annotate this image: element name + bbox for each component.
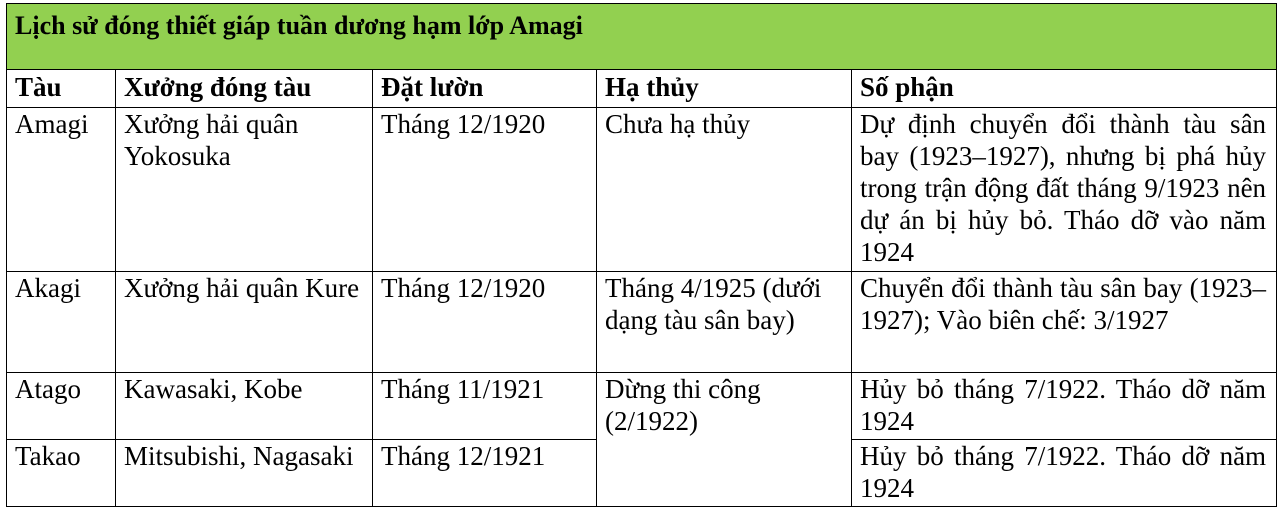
cell-ship: Amagi [7,108,116,272]
cell-fate: Dự định chuyển đổi thành tàu sân bay (1923–1927), nhưng bị phá hủy trong trận động đất tháng 9/1923 nên dự án bị hủy bỏ. Tháo dỡ vào năm 1924 [852,108,1277,272]
cell-launched: Tháng 4/1925 (dưới dạng tàu sân bay) [597,272,852,373]
cell-laid-down: Tháng 12/1920 [373,108,597,272]
cell-laid-down: Tháng 11/1921 [373,373,597,440]
cell-builder: Kawasaki, Kobe [116,373,373,440]
cell-builder: Xưởng hải quân Yokosuka [116,108,373,272]
cell-launched: Chưa hạ thủy [597,108,852,272]
cell-launched-merged: Dừng thi công (2/1922) [597,373,852,507]
ship-history-table [6,3,1277,507]
cell-builder: Xưởng hải quân Kure [116,272,373,373]
table-row-akagi [7,272,1277,373]
cell-fate: Hủy bỏ tháng 7/1922. Tháo dỡ năm 1924 [852,373,1277,440]
header-launched: Hạ thủy [597,70,852,108]
cell-builder: Mitsubishi, Nagasaki [116,440,373,507]
cell-ship: Atago [7,373,116,440]
table-row-amagi [7,108,1277,272]
table-row-atago [7,373,1277,440]
header-row [7,70,1277,108]
header-laid-down: Đặt lườn [373,70,597,108]
cell-fate: Hủy bỏ tháng 7/1922. Tháo dỡ năm 1924 [852,440,1277,507]
header-builder: Xưởng đóng tàu [116,70,373,108]
cell-ship: Akagi [7,272,116,373]
title-row [7,4,1277,70]
table-title: Lịch sử đóng thiết giáp tuần dương hạm lớp Amagi [7,4,1277,70]
cell-fate: Chuyển đổi thành tàu sân bay (1923–1927); Vào biên chế: 3/1927 [852,272,1277,373]
cell-laid-down: Tháng 12/1921 [373,440,597,507]
cell-laid-down: Tháng 12/1920 [373,272,597,373]
header-fate: Số phận [852,70,1277,108]
header-ship: Tàu [7,70,116,108]
cell-ship: Takao [7,440,116,507]
